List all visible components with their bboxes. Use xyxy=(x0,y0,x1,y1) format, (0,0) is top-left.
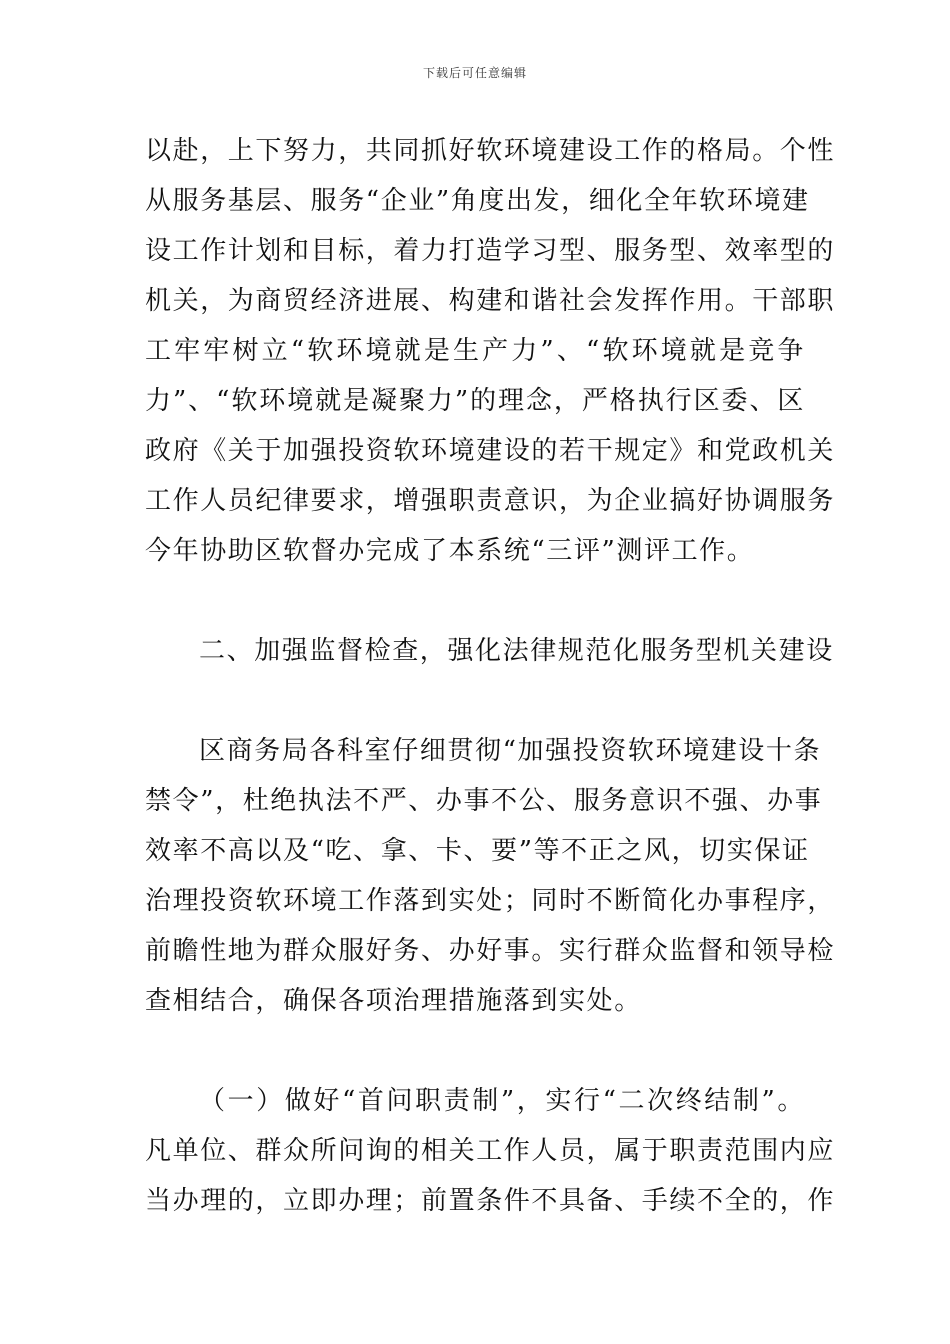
paragraph-line: 工作人员纪律要求，增强职责意识，为企业搞好协调服务 xyxy=(145,486,836,516)
paragraph-line: 治理投资软环境工作落到实处；同时不断简化办事程序， xyxy=(145,886,836,916)
paragraph-3 xyxy=(145,1076,836,1226)
paragraph-line: 政府《关于加强投资软环境建设的若干规定》和党政机关 xyxy=(145,436,836,466)
paragraph-line: 机关，为商贸经济进展、构建和谐社会发挥作用。干部职 xyxy=(145,286,836,316)
paragraph-line: 区商务局各科室仔细贯彻“加强投资软环境建设十条 xyxy=(199,736,822,766)
paragraph-line: 工牢牢树立“软环境就是生产力”、“软环境就是竞争 xyxy=(145,336,805,366)
paragraph-line: 当办理的，立即办理；前置条件不具备、手续不全的，作 xyxy=(145,1186,836,1216)
paragraph-line: 以赴，上下努力，共同抓好软环境建设工作的格局。个性 xyxy=(145,136,836,166)
paragraph-line: 设工作计划和目标，着力打造学习型、服务型、效率型的 xyxy=(145,236,836,266)
document-body xyxy=(145,126,836,1226)
paragraph-line: 前瞻性地为群众服好务、办好事。实行群众监督和领导检 xyxy=(145,936,836,966)
spacer xyxy=(145,576,805,626)
paragraph-line: 凡单位、群众所问询的相关工作人员，属于职责范围内应 xyxy=(145,1136,836,1166)
paragraph-2 xyxy=(145,726,836,1026)
paragraph-line: 禁令”，杜绝执法不严、办事不公、服务意识不强、办事 xyxy=(145,786,823,816)
paragraph-line: （一）做好“首问职责制”，实行“二次终结制”。 xyxy=(199,1086,805,1116)
paragraph-line: 从服务基层、服务“企业”角度出发，细化全年软环境建 xyxy=(145,186,810,216)
spacer xyxy=(145,1026,805,1076)
spacer xyxy=(145,676,805,726)
section-heading: 二、加强监督检查，强化法律规范化服务型机关建设 xyxy=(199,636,834,666)
paragraph-line: 效率不高以及“吃、拿、卡、要”等不正之风，切实保证 xyxy=(145,836,810,866)
paragraph-line: 查相结合，确保各项治理措施落到实处。 xyxy=(145,986,642,1016)
paragraph-1 xyxy=(145,126,836,576)
paragraph-line: 力”、“软环境就是凝聚力”的理念，严格执行区委、区 xyxy=(145,386,805,416)
page-header-note: 下载后可任意编辑 xyxy=(422,66,527,80)
paragraph-line: 今年协助区软督办完成了本系统“三评”测评工作。 xyxy=(145,536,755,566)
